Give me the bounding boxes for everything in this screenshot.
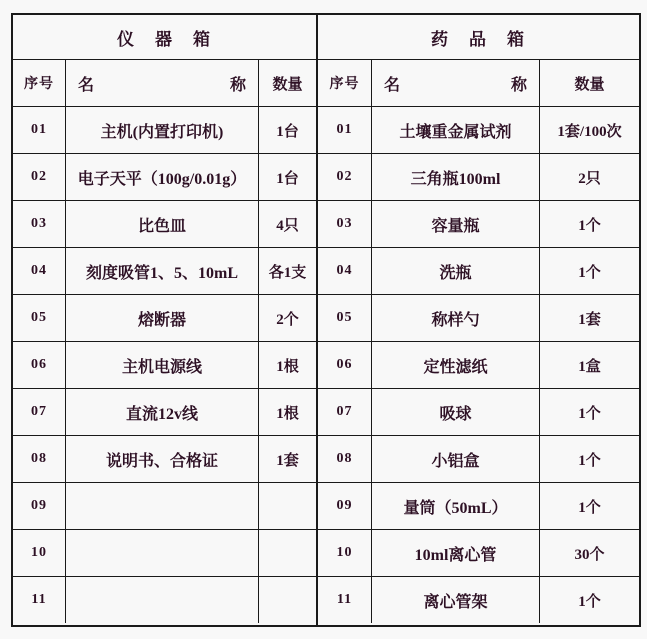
row-no: 02 [13,154,66,200]
row-qty: 各1支 [268,264,307,281]
row-qty: 1个 [578,452,601,469]
row-no: 11 [13,577,66,623]
row-qty: 30个 [574,546,605,563]
instrument-box-header-row [13,60,316,107]
row-qty: 1盒 [578,358,601,375]
row-no: 06 [13,342,66,388]
table-row [318,483,639,530]
row-no: 08 [13,436,66,482]
row-no: 09 [318,483,372,529]
row-no: 05 [13,295,66,341]
row-qty: 4只 [276,217,299,234]
table-row [318,436,639,483]
row-no: 07 [318,389,372,435]
row-no: 07 [13,389,66,435]
header-name-left: 名 [384,76,401,94]
header-no: 序号 [318,60,372,106]
row-name: 离心管架 [372,577,540,623]
row-qty: 1根 [276,405,299,422]
row-name: 量筒（50mL） [372,483,540,529]
row-name: 电子天平（100g/0.01g） [66,154,259,200]
header-name-right: 称 [510,76,527,94]
table-row [318,530,639,577]
row-name [66,577,259,623]
row-name: 三角瓶100ml [372,154,540,200]
inventory-table [11,13,641,627]
row-no: 06 [318,342,372,388]
row-qty: 1套 [276,452,299,469]
row-name: 熔断器 [66,295,259,341]
header-name-left: 名 [78,76,95,94]
table-row [13,577,316,623]
row-qty: 1个 [578,264,601,281]
row-name: 容量瓶 [372,201,540,247]
row-no: 08 [318,436,372,482]
row-name: 称样勺 [372,295,540,341]
row-name: 吸球 [372,389,540,435]
row-name: 小铝盒 [372,436,540,482]
row-qty: 1个 [578,499,601,516]
row-no: 05 [318,295,372,341]
row-no: 10 [318,530,372,576]
row-name: 定性滤纸 [372,342,540,388]
table-row [318,154,639,201]
row-name [66,530,259,576]
table-row [13,436,316,483]
table-row [13,483,316,530]
instrument-box-table [13,15,318,625]
table-row [13,295,316,342]
row-qty: 1套 [578,311,601,328]
table-row [13,154,316,201]
reagent-box-header-row [318,60,639,107]
row-name: 比色皿 [66,201,259,247]
table-row [318,201,639,248]
row-qty: 2个 [276,311,299,328]
table-row [318,577,639,623]
header-name [66,60,259,106]
row-no: 01 [13,107,66,153]
table-row [13,389,316,436]
row-qty [259,483,316,529]
row-qty: 1台 [276,123,299,140]
header-qty: 数量 [574,76,605,93]
row-no: 04 [13,248,66,294]
table-row [13,248,316,295]
row-qty: 1套/100次 [557,123,622,140]
row-no: 02 [318,154,372,200]
row-qty [259,530,316,576]
row-no: 03 [318,201,372,247]
table-row [13,342,316,389]
row-no: 01 [318,107,372,153]
row-name: 土壤重金属试剂 [372,107,540,153]
row-qty: 1根 [276,358,299,375]
row-name: 10ml离心管 [372,530,540,576]
row-name: 直流12v线 [66,389,259,435]
table-row [13,107,316,154]
table-row [318,107,639,154]
row-qty: 1个 [578,217,601,234]
table-row [13,201,316,248]
header-qty: 数量 [272,76,303,93]
instrument-box-title: 仪 器 箱 [13,15,316,60]
reagent-box-table [318,15,639,625]
table-row [318,342,639,389]
row-no: 03 [13,201,66,247]
row-no: 09 [13,483,66,529]
row-name: 主机(内置打印机) [66,107,259,153]
table-row [13,530,316,577]
row-name: 说明书、合格证 [66,436,259,482]
row-no: 10 [13,530,66,576]
header-name-right: 称 [229,76,246,94]
table-row [318,248,639,295]
row-qty: 2只 [578,170,601,187]
row-no: 11 [318,577,372,623]
row-name: 刻度吸管1、5、10mL [66,248,259,294]
row-no: 04 [318,248,372,294]
row-qty: 1台 [276,170,299,187]
table-row [318,389,639,436]
header-no: 序号 [13,60,66,106]
header-name [372,60,540,106]
row-qty [259,577,316,623]
row-name: 主机电源线 [66,342,259,388]
reagent-box-title: 药 品 箱 [318,15,639,60]
row-qty: 1个 [578,405,601,422]
table-row [318,295,639,342]
row-qty: 1个 [578,593,601,610]
row-name: 洗瓶 [372,248,540,294]
row-name [66,483,259,529]
